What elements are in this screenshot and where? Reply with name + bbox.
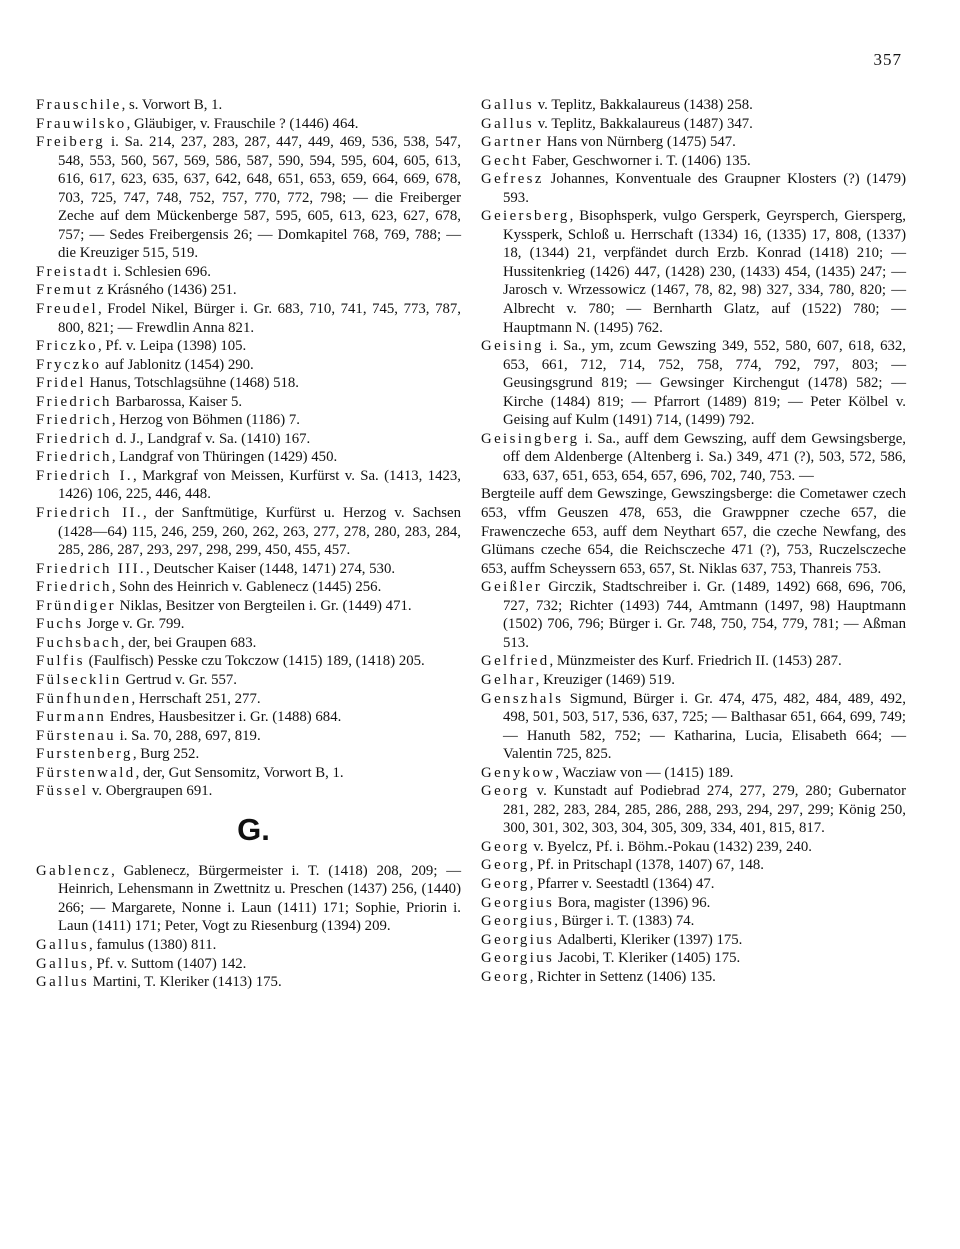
- entry-headword: Furstenberg: [36, 746, 133, 763]
- index-entry: [481, 652, 906, 671]
- entry-headword: Fremut: [36, 282, 94, 299]
- index-entry: [481, 875, 906, 894]
- entry-text: v. Byelcz, Pf. i. Böhm.-Pokau (1432) 239, 240.: [529, 838, 812, 855]
- entry-text: Jacobi, T. Kleriker (1405) 175.: [554, 950, 741, 967]
- entry-headword: Fridel: [36, 375, 86, 392]
- entry-text: auf Jablonitz (1454) 290.: [101, 356, 254, 373]
- index-entry: [481, 894, 906, 913]
- entry-text: i. Sa. 70, 288, 697, 819.: [115, 727, 261, 744]
- index-entry: [36, 448, 461, 467]
- entry-text: Hanus, Totschlagsühne (1468) 518.: [85, 375, 299, 392]
- index-entry: [481, 782, 906, 838]
- index-entry: [36, 504, 461, 560]
- entry-headword: Fülsecklin: [36, 671, 122, 688]
- index-entry: [36, 727, 461, 746]
- entry-text: , Münzmeister des Kurf. Friedrich II. (1453) 287.: [549, 653, 842, 670]
- entry-text: , Wacziaw von — (1415) 189.: [555, 764, 734, 781]
- entry-text: , Markgraf von Meissen, Kurfürst v. Sa. (1413, 1423, 1426) 106, 225, 446, 448.: [58, 467, 461, 503]
- index-entry: [481, 968, 906, 987]
- entry-text: , Sohn des Heinrich v. Gablenecz (1445) 256.: [111, 579, 382, 596]
- index-entry: [481, 430, 906, 486]
- entry-text: Faber, Geschworner i. T. (1406) 135.: [528, 152, 751, 169]
- entry-text: , Pfarrer v. Seestadtl (1364) 47.: [529, 875, 715, 892]
- index-entry: [481, 133, 906, 152]
- index-entry: [36, 411, 461, 430]
- index-entry: [36, 578, 461, 597]
- entry-text: , Richter in Settenz (1406) 135.: [529, 968, 716, 985]
- entry-text: , der, Gut Sensomitz, Vorwort B, 1.: [135, 764, 344, 781]
- index-entry: [36, 671, 461, 690]
- index-entry: [36, 615, 461, 634]
- entry-text: Gertrud v. Gr. 557.: [121, 671, 237, 688]
- entry-text: i. Schlesien 696.: [109, 263, 211, 280]
- index-entry: [481, 337, 906, 430]
- index-entry: [36, 393, 461, 412]
- entry-headword: Gartner: [481, 134, 543, 151]
- left-entries-f: [36, 96, 461, 801]
- entry-text: v. Kunstadt auf Podiebrad 274, 277, 279, 280; Gubernator 281, 282, 283, 284, 285, 286, 288, 293, 294, 297, 299; König 250, 300, 301, 302, 303, 304, 305, 309, 334, 401, 815, 817.: [503, 783, 906, 837]
- entry-headword: Gelhar: [481, 671, 536, 688]
- entry-text: (Faulfisch) Pesske czu Tokczow (1415) 189, (1418) 205.: [84, 653, 425, 670]
- entry-text: Jorge v. Gr. 799.: [83, 616, 185, 633]
- left-entries-g: [36, 862, 461, 992]
- entry-headword: Gecht: [481, 152, 529, 169]
- entry-headword: Genszhals: [481, 690, 564, 707]
- entry-headword: Freistadt: [36, 263, 110, 280]
- entry-headword: Friedrich I.: [36, 467, 134, 484]
- right-entries-top: [481, 96, 906, 485]
- entry-headword: Georg: [481, 875, 530, 892]
- index-entry: [36, 955, 461, 974]
- entry-headword: Fryczko: [36, 356, 102, 373]
- entry-headword: Geising: [481, 338, 544, 355]
- index-entry: [481, 170, 906, 207]
- entry-text: Martini, T. Kleriker (1413) 175.: [89, 974, 282, 991]
- index-entry: [481, 578, 906, 652]
- entry-text: Barbarossa, Kaiser 5.: [111, 393, 243, 410]
- entry-text: Johannes, Konventuale des Graupner Klosters (?) (1479) 593.: [503, 171, 906, 206]
- entry-headword: Fürstenwald: [36, 764, 136, 781]
- entry-headword: Georg: [481, 783, 530, 800]
- entry-headword: Friedrich II.: [36, 505, 143, 522]
- index-entry: [36, 597, 461, 616]
- entry-text: v. Obergraupen 691.: [88, 783, 213, 800]
- index-entry: [36, 764, 461, 783]
- index-entry: [36, 337, 461, 356]
- index-entry: [481, 949, 906, 968]
- index-entry: [36, 560, 461, 579]
- index-entry: [481, 912, 906, 931]
- entry-headword: Freudel: [36, 301, 98, 318]
- index-entry: [36, 690, 461, 709]
- entry-text: v. Teplitz, Bakkalaureus (1487) 347.: [534, 115, 753, 132]
- entry-text: , Landgraf von Thüringen (1429) 450.: [111, 449, 338, 466]
- entry-headword: Georg: [481, 838, 530, 855]
- entry-headword: Geißler: [481, 579, 543, 596]
- entry-headword: Friedrich: [36, 449, 112, 466]
- entry-headword: Gelfried: [481, 653, 550, 670]
- section-heading: G.: [237, 811, 270, 847]
- entry-text: z Krásného (1436) 251.: [93, 282, 237, 299]
- entry-headword: Furmann: [36, 709, 107, 726]
- entry-headword: Gallus: [36, 955, 90, 972]
- entry-text: Niklas, Besitzer von Bergteilen i. Gr. (1449) 471.: [115, 597, 412, 614]
- entry-headword: Fründiger: [36, 597, 116, 614]
- entry-text: , Gläubiger, v. Frauschile ? (1446) 464.: [126, 115, 359, 132]
- index-entry: [36, 782, 461, 801]
- entry-headword: Georg: [481, 857, 530, 874]
- entry-headword: Fünfhunden: [36, 690, 132, 707]
- entry-headword: Gablencz: [36, 862, 112, 879]
- index-entry: [481, 671, 906, 690]
- entry-text: Endres, Hausbesitzer i. Gr. (1488) 684.: [106, 709, 342, 726]
- entry-headword: Gallus: [481, 115, 535, 132]
- entry-headword: Georgius: [481, 913, 555, 930]
- right-column: [481, 96, 906, 986]
- entry-headword: Fürstenau: [36, 727, 116, 744]
- entry-text: , famulus (1380) 811.: [89, 936, 217, 953]
- entry-text: v. Teplitz, Bakkalaureus (1438) 258.: [534, 97, 753, 113]
- entry-headword: Genykow: [481, 764, 556, 781]
- index-entry: [481, 152, 906, 171]
- right-entries-bottom: [481, 578, 906, 986]
- entry-headword: Gefresz: [481, 171, 544, 188]
- index-entry: [36, 115, 461, 134]
- entry-headword: Georg: [481, 968, 530, 985]
- index-entry: [481, 931, 906, 950]
- index-entry: [36, 467, 461, 504]
- entry-headword: Freiberg: [36, 134, 106, 151]
- index-entry: [36, 263, 461, 282]
- index-entry: [36, 634, 461, 653]
- entry-headword: Friedrich: [36, 412, 112, 429]
- entry-text: , Pf. v. Suttom (1407) 142.: [89, 955, 247, 972]
- entry-text: Sigmund, Bürger i. Gr. 474, 475, 482, 484, 489, 492, 498, 501, 503, 517, 536, 637, 725; — Balthasar 651, 664, 699, 749; — Hanuth 582, 752; — Katharina, Lucia, Elisabeth 664; — Valentin 725, 825.: [503, 690, 906, 763]
- entry-text: , Gablenecz, Bürgermeister i. T. (1418) 208, 209; — Heinrich, Lehensmann in Zwettnitz u. Preschen (1437) 256, (1440) 266; — Margarete, Nonne i. Laun (1411) 171; Sophie, Priorin i. Laun (1411) 171; Peter, Vogt zu Riesenburg (1394) 209.: [58, 862, 461, 935]
- entry-headword: Georgius: [481, 894, 555, 911]
- entry-text: , Herzog von Böhmen (1186) 7.: [111, 412, 300, 429]
- entry-headword: Fuchs: [36, 616, 84, 633]
- index-entry: [36, 374, 461, 393]
- entry-headword: Friedrich: [36, 393, 112, 410]
- entry-text: , Kreuziger (1469) 519.: [535, 671, 675, 688]
- entry-headword: Friedrich: [36, 430, 112, 447]
- index-entry: [481, 96, 906, 115]
- entry-headword: Fuchsbach: [36, 634, 121, 651]
- index-entry: [36, 133, 461, 263]
- entry-text: , s. Vorwort B, 1.: [121, 97, 223, 113]
- entry-headword: Frauwilsko: [36, 115, 127, 132]
- entry-text: , Herrschaft 251, 277.: [131, 690, 261, 707]
- entry-text: d. J., Landgraf v. Sa. (1410) 167.: [111, 430, 311, 447]
- entry-text: i. Sa. 214, 237, 283, 287, 447, 449, 469, 536, 538, 547, 548, 553, 560, 567, 569, 586, 587, 590, 594, 595, 604, 605, 613, 616, 617, 623, 635, 637, 642, 648, 651, 653, 659, 664, 669, 678, 703, 725, 747, 748, 752, 757, 770, 772, 798; — die Freiberger Zeche auf dem Mückenberge 587, 595, 605, 613, 623, 627, 678, 757; — Sedes Freibergensis 26; — Domkapitel 768, 769, 788; — die Kreuziger 515, 519.: [58, 134, 461, 262]
- entry-headword: Georgius: [481, 950, 555, 967]
- entry-text: , Bisophsperk, vulgo Gersperk, Geyrsperch, Giersperg, Kyssperk, Schloß u. Herrschaft (1334) 16, (1335) 17, 808, (1337) 18, (1344) 21, verpfändet durch Erzb. Konrad (1418) 210; — Hussitenkrieg (1426) 447, (1428) 230, (1433) 454, (1435) 247; — Jarosch v. Wrzessowicz (1467, 78, 82, 98) 327, 334, 780, 820; — Albrecht v. 780; — Bernharth Glatz, auf (1522) 780; — Hauptmann N. (1495) 762.: [503, 208, 906, 336]
- index-entry: [36, 745, 461, 764]
- index-entry: [36, 936, 461, 955]
- entry-headword: Friedrich III.: [36, 560, 147, 577]
- entry-text: Girczik, Stadtschreiber i. Gr. (1489, 1492) 668, 696, 706, 727, 732; Richter (1493) 744, Amtmann (1497, 98) Hauptmann (1502) 706, 796; Bürger i. Gr. 748, 750, 754, 779, 781; — Aßman 513.: [503, 579, 906, 651]
- index-entry: [36, 356, 461, 375]
- entry-headword: Friczko: [36, 338, 98, 355]
- entry-headword: Fulfis: [36, 653, 85, 670]
- entry-text: Bora, magister (1396) 96.: [554, 894, 711, 911]
- entry-text: i. Sa., ym, zcum Gewszing 349, 552, 580, 607, 618, 632, 653, 661, 712, 714, 752, 758, 774, 792, 797, 803; — Geusingsgrund 819; — Gewsinger Kirchengut (1478) 582; — Kirche (1484) 819; — Pfarrort (1489) 819; — Peter Kölbel v. Geising auf Kulm (1491) 714, (1499) 792.: [503, 338, 906, 429]
- entry-headword: Gallus: [36, 936, 90, 953]
- entry-text: , der Sanftmütige, Kurfürst u. Herzog v. Sachsen (1428—64) 115, 246, 259, 260, 262, 263, 277, 278, 280, 283, 284, 285, 286, 287, 293, 297, 298, 299, 450, 455, 457.: [58, 505, 461, 559]
- index-entry: [36, 862, 461, 936]
- entry-headword: Friedrich: [36, 579, 112, 596]
- entry-text: , Bürger i. T. (1383) 74.: [554, 913, 695, 930]
- entry-text: , Pf. in Pritschapl (1378, 1407) 67, 148.: [529, 857, 764, 874]
- entry-headword: Georgius: [481, 931, 555, 948]
- entry-headword: Gallus: [481, 97, 535, 113]
- index-entry: [481, 115, 906, 134]
- index-entry: [36, 973, 461, 992]
- index-entry: [36, 652, 461, 671]
- entry-text: , der, bei Graupen 683.: [120, 634, 257, 651]
- index-entry: [481, 690, 906, 764]
- entry-headword: Geiersberg: [481, 208, 570, 225]
- entry-headword: Gallus: [36, 974, 90, 991]
- entry-text: , Frodel Nikel, Bürger i. Gr. 683, 710, 741, 745, 773, 787, 800, 821; — Frewdlin Anna 821.: [58, 301, 461, 336]
- entry-text: , Pf. v. Leipa (1398) 105.: [98, 338, 247, 355]
- index-entry: [481, 764, 906, 783]
- index-entry: [36, 281, 461, 300]
- entry-headword: Frauschile: [36, 97, 122, 113]
- entry-text: , Deutscher Kaiser (1448, 1471) 274, 530.: [146, 560, 396, 577]
- index-entry: [481, 207, 906, 337]
- entry-headword: Geisingberg: [481, 430, 580, 447]
- index-entry: [481, 856, 906, 875]
- entry-text: Hans von Nürnberg (1475) 547.: [543, 134, 736, 151]
- index-entry: [36, 96, 461, 115]
- entry-headword: Füssel: [36, 783, 89, 800]
- left-column: [36, 96, 461, 992]
- index-entry: [36, 300, 461, 337]
- index-subentry-bergteile: Bergteile auff dem Gewszinge, Gewszingsberge: die Cometawer czech 653, vffm Geuszen 478, 653, die Grawppner czeche 657, die Frawenczeche 653, auff dem Neythart 657, die czeche Newfang, des Glümans czeche 654, die Reichsczeche 471 (?), 753, Ruczelsczeche 653, auffm Scheyssern 653, 657, St. Niklas 637, 753, Thanreis 753.: [481, 486, 906, 577]
- index-entry: [481, 838, 906, 857]
- entry-text: , Burg 252.: [132, 746, 200, 763]
- entry-text: Adalberti, Kleriker (1397) 175.: [554, 931, 743, 948]
- entry-text: i. Sa., auff dem Gewszing, auff dem Gewsingsberge, off dem Aldenberge (Altenberg i. Sa.) 349, 471 (?), 503, 572, 586, 633, 637, 651, 653, 654, 657, 696, 702, 740, 753. —: [503, 430, 906, 484]
- page-number: 357: [873, 50, 902, 69]
- index-entry: [36, 708, 461, 727]
- index-entry: [36, 430, 461, 449]
